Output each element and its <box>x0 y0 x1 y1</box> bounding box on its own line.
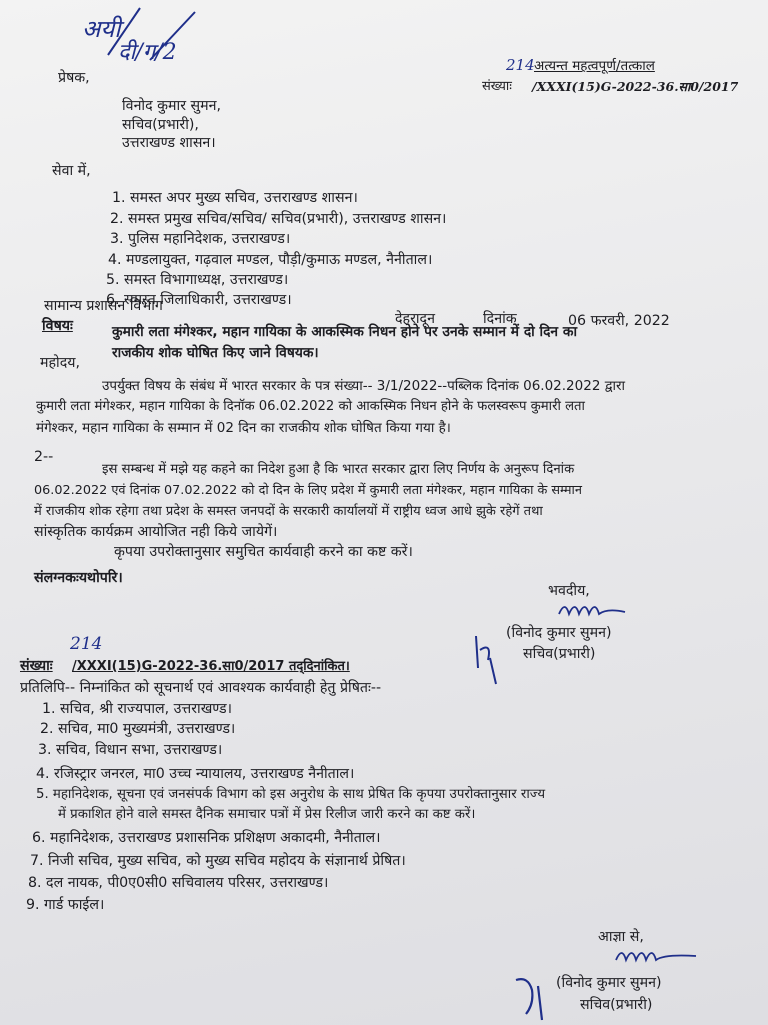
sender-name: विनोद कुमार सुमन, <box>122 98 221 114</box>
signature <box>555 596 635 626</box>
copy-item: 6. महानिदेशक, उत्तराखण्ड प्रशासनिक प्रशिक्षण अकादमी, नैनीताल। <box>32 830 381 846</box>
number-label: संख्याः <box>482 79 512 94</box>
copy-number-value: /XXXI(15)G-2022-36.सा0/2017 तद्‌दिनांकित। <box>72 659 350 674</box>
paragraph-line: इस सम्बन्ध में मझे यह कहने का निदेश हुआ है कि भारत सरकार द्वारा लिए निर्णय के अनुरूप दिनांक <box>102 462 575 477</box>
recipient-item: 1. समस्त अपर मुख्य सचिव, उत्तराखण्ड शासन। <box>112 190 358 206</box>
to-label: सेवा में, <box>52 163 91 179</box>
signatory-post: सचिव(प्रभारी) <box>523 646 596 662</box>
paragraph-line: उपर्युक्त विषय के संबंध में भारत सरकार के पत्र संख्या-- 3/1/2022--पब्लिक दिनांक 06.02.2022 द्वारा <box>102 378 625 394</box>
handwritten-note-2: दी/ग/2 <box>118 40 177 65</box>
signatory-name: (विनोद कुमार सुमन) <box>556 975 662 991</box>
number-value: /XXXI(15)G-2022-36.सा0/2017 <box>532 79 739 94</box>
copy-item: 7. निजी सचिव, मुख्य सचिव, को मुख्य सचिव महोदय के संज्ञानार्थ प्रेषित। <box>30 853 406 869</box>
recipient-item: 6. समस्त जिलाधिकारी, उत्तराखण्ड। <box>106 292 292 308</box>
signatory-post: सचिव(प्रभारी) <box>580 997 653 1013</box>
paragraph-line: सांस्कृतिक कार्यक्रम आयोजित नही किये जायेगें। <box>34 524 278 540</box>
date-label: दिनांक <box>483 311 517 327</box>
top-number: 214 <box>506 56 535 74</box>
recipient-item: 5. समस्त विभागाध्यक्ष, उत्तराखण्ड। <box>106 272 289 288</box>
closing-request: कृपया उपरोक्तानुसार समुचित कार्यवाही करने का कष्ट करें। <box>114 544 413 560</box>
copy-item: 3. सचिव, विधान सभा, उत्तराखण्ड। <box>38 742 223 758</box>
department: सामान्य प्रशासन विभाग <box>44 298 163 314</box>
copy-item: 5. महानिदेशक, सूचना एवं जनसंपर्क विभाग को इस अनुरोध के साथ प्रेषित कि कृपया उपरोक्तानुसार राज्य <box>36 787 546 802</box>
place: देहरादून <box>395 311 435 327</box>
subject-line: राजकीय शोक घोषित किए जाने विषयक। <box>112 345 319 361</box>
enclosure: संलग्नकःयथोपरि। <box>34 570 123 586</box>
initials-mark <box>512 970 562 1025</box>
salutation: महोदय, <box>40 355 80 371</box>
subject-label: विषयः <box>42 318 73 334</box>
paragraph-line: 06.02.2022 एवं दिनांक 07.02.2022 को दो दिन के लिए प्रदेश में कुमारी लता मंगेश्कर, महान गायिका के सम्मान <box>34 483 582 498</box>
paragraph-line: मंगेश्कर, महान गायिका के सम्मान में 02 दिन का राजकीय शोक घोषित किया गया है। <box>36 420 451 436</box>
paragraph-number: 2-- <box>34 449 54 465</box>
handwritten-note: अयी <box>82 15 121 43</box>
paragraph-line: में राजकीय शोक रहेगा तथा प्रदेश के समस्त जनपदों के सरकारी कार्यालयों में राष्ट्रीय ध्वज आधे झुके रहेगें तथा <box>34 504 543 519</box>
signature <box>612 942 702 972</box>
priority-label: अत्यन्त महत्वपूर्ण/तत्काल <box>534 58 655 74</box>
copy-item: 2. सचिव, मा0 मुख्यमंत्री, उत्तराखण्ड। <box>40 721 236 737</box>
sender-label: प्रेषक, <box>58 70 90 86</box>
copy-item: 4. रजिस्ट्रार जनरल, मा0 उच्च न्यायालय, उत्तराखण्ड नैनीताल। <box>36 766 355 782</box>
copy-hand-number: 214 <box>70 634 103 654</box>
recipient-item: 3. पुलिस महानिदेशक, उत्तराखण्ड। <box>110 231 291 247</box>
copy-item: 1. सचिव, श्री राज्यपाल, उत्तराखण्ड। <box>42 701 233 717</box>
recipient-item: 4. मण्डलायुक्त, गढ़वाल मण्डल, पौड़ी/कुमाऊ मण्डल, नैनीताल। <box>108 252 433 268</box>
sender-office: उत्तराखण्ड शासन। <box>122 135 216 151</box>
date-value: 06 फरवरी, 2022 <box>568 313 670 329</box>
subject-line: कुमारी लता मंगेश्कर, महान गायिका के आकस्मिक निधन होने पर उनके सम्मान में दो दिन का <box>112 324 578 340</box>
signatory-name: (विनोद कुमार सुमन) <box>506 625 612 641</box>
yours-faithfully: भवदीय, <box>548 583 590 599</box>
paragraph-line: कुमारी लता मंगेश्कर, महान गायिका के दिनॉक 06.02.2022 को आकस्मिक निधन होने के फलस्वरूप कुमारी लता <box>36 399 585 414</box>
copy-intro: प्रतिलिपि-- निम्नांकित को सूचनार्थ एवं आवश्यक कार्यवाही हेतु प्रेषितः-- <box>20 680 382 696</box>
copy-item: 8. दल नायक, पी0ए0सी0 सचिवालय परिसर, उत्तराखण्ड। <box>28 875 329 891</box>
sender-post: सचिव(प्रभारी), <box>122 117 199 133</box>
copy-number-label: संख्याः <box>20 658 53 674</box>
recipient-item: 2. समस्त प्रमुख सचिव/सचिव/ सचिव(प्रभारी), उत्तराखण्ड शासन। <box>110 211 447 227</box>
copy-item-continued: में प्रकाशित होने वाले समस्त दैनिक समाचार पत्रों में प्रेस रिलीज जारी करने का कष्ट करें। <box>58 807 476 822</box>
initials-mark <box>466 628 506 688</box>
order-by: आज्ञा से, <box>598 929 644 945</box>
copy-item: 9. गार्ड फाईल। <box>26 897 105 913</box>
